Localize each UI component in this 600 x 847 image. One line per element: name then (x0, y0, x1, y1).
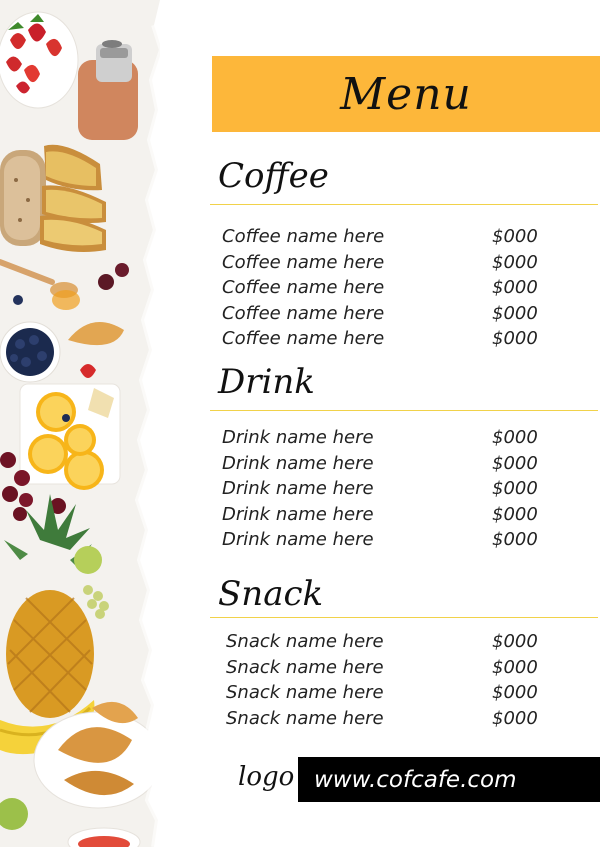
item-price: $000 (492, 529, 538, 550)
list-item (226, 629, 542, 655)
item-price: $000 (492, 251, 538, 273)
list-item (226, 655, 542, 681)
item-price: $000 (492, 631, 538, 652)
item-price: $000 (492, 302, 538, 324)
list-item (222, 476, 542, 502)
list-item (222, 250, 542, 276)
list-item (226, 680, 542, 706)
list-item (222, 301, 542, 327)
bread-plate (0, 145, 106, 252)
section-title-snack: Snack (218, 574, 324, 614)
item-name: Drink name here (222, 478, 374, 499)
torn-paper-edge (118, 0, 160, 847)
item-name: Snack name here (226, 631, 384, 652)
item-price: $000 (492, 328, 538, 349)
item-name: Drink name here (222, 503, 374, 525)
section-title-drink: Drink (218, 362, 315, 402)
item-price: $000 (492, 503, 538, 525)
item-name: Coffee name here (222, 328, 385, 349)
item-name: Drink name here (222, 452, 374, 474)
logo: logo (238, 762, 295, 792)
item-price: $000 (492, 656, 538, 678)
item-name: Drink name here (222, 427, 374, 448)
list-item (222, 224, 542, 250)
page-title: Menu (340, 68, 472, 120)
item-price: $000 (492, 226, 538, 247)
item-name: Drink name here (222, 529, 374, 550)
section-divider-coffee (210, 204, 598, 205)
item-price: $000 (492, 707, 538, 729)
drink-list (222, 425, 542, 553)
list-item (222, 425, 542, 451)
item-name: Snack name here (226, 682, 384, 703)
item-name: Snack name here (226, 656, 384, 678)
section-divider-snack (210, 617, 598, 618)
website-text: www.cofcafe.com (314, 766, 517, 793)
item-price: $000 (492, 478, 538, 499)
item-name: Coffee name here (222, 226, 385, 247)
item-name: Snack name here (226, 707, 384, 729)
list-item (222, 502, 542, 528)
list-item (226, 706, 542, 732)
snack-list (226, 629, 542, 731)
list-item (222, 275, 542, 301)
item-price: $000 (492, 277, 538, 298)
list-item (222, 326, 542, 352)
menu-banner (212, 56, 600, 132)
section-title-coffee: Coffee (218, 156, 329, 196)
item-name: Coffee name here (222, 251, 385, 273)
section-divider-drink (210, 410, 598, 411)
item-price: $000 (492, 682, 538, 703)
item-name: Coffee name here (222, 277, 385, 298)
item-name: Coffee name here (222, 302, 385, 324)
website-link[interactable] (298, 757, 600, 802)
coffee-list (222, 224, 542, 352)
item-price: $000 (492, 427, 538, 448)
strawberry-bowl (0, 12, 78, 108)
list-item (222, 527, 542, 553)
item-price: $000 (492, 452, 538, 474)
list-item (222, 451, 542, 477)
blueberry-bowl (0, 322, 60, 382)
breakfast-photo-strip (0, 0, 160, 847)
